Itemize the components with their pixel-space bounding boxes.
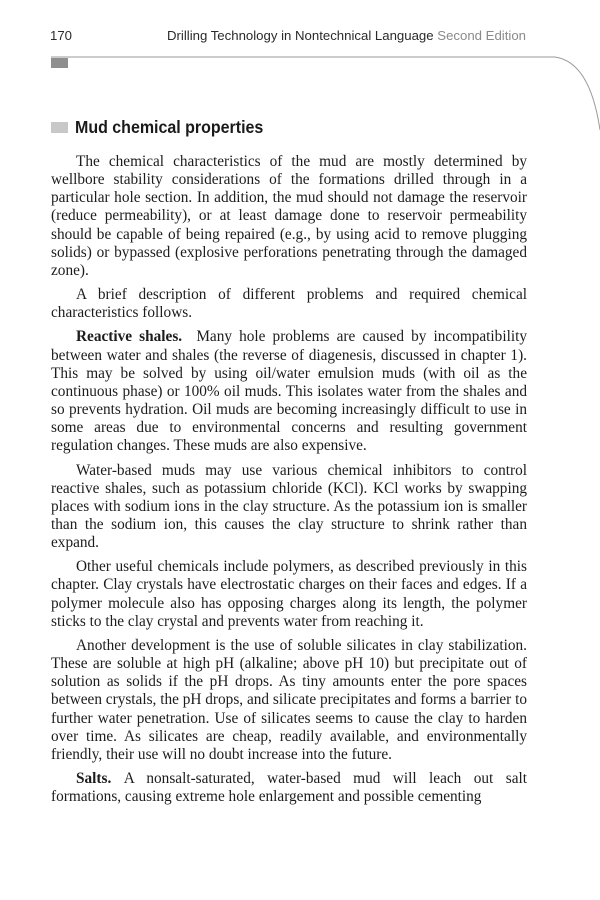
paragraph — [51, 637, 527, 764]
paragraph — [51, 153, 527, 280]
paragraph-text: Another development is the use of soluble silicates in clay stabilization. These are soluble at high pH (alkaline; above pH 10) but precipitate out of solution as solids if the pH drops. As tiny amounts enter the pore spaces between crystals, the pH drops, and silicate precipitates and forms a barrier to further water penetration. Use of silicates seems to cause the clay to harden over time. As silicates are cheap, readily available, and environmentally friendly, their use will no doubt increase into the future. — [51, 636, 527, 763]
paragraph — [51, 462, 527, 553]
book-title: Drilling Technology in Nontechnical Language — [166, 28, 434, 43]
heading-marker — [51, 122, 68, 133]
section-heading-text: Mud chemical properties — [75, 116, 264, 137]
paragraph-run-in: Reactive shales. — [76, 328, 183, 346]
paragraph — [51, 558, 527, 631]
paragraph-text: The chemical characteristics of the mud are mostly determined by wellbore stability considerations of the formations drilled through in a particular hole section. In addition, the mud should not damage the reservoir (reduce permeability), or at least damage done to reservoir permeability should be capable of being repaired (e.g., by using acid to remove plugging solids) or bypassed (explosive perforations penetrating through the damaged zone). — [51, 153, 527, 279]
paragraph-run-in: Salts. — [76, 770, 112, 787]
edition-label: Second Edition — [437, 28, 526, 43]
paragraph-text: Many hole problems are caused by incompatibility between water and shales (the reverse of diagenesis, discussed in chapter 1). This may be solved by using oil/water emulsion muds (with oil as the continuous phase) or 100% oil muds. This isolates water from the shales and so prevents hydration. Oil muds are becoming increasingly difficult to use in some areas due to environmental concerns and resulting government regulation changes. These muds are also expensive. — [51, 328, 527, 455]
body-text — [51, 153, 527, 812]
paragraph — [51, 328, 527, 455]
paragraph — [51, 286, 527, 322]
paragraph-text: Water-based muds may use various chemical inhibitors to control reactive shales, such as potassium chloride (KCl). KCl works by swapping places with sodium ions in the clay structure. As the potassium ion is smaller than the sodium ion, this causes the clay structure to shrink rather than expand. — [51, 461, 527, 552]
paragraph-text: A brief description of different problems and required chemical characteristics follows. — [51, 286, 527, 322]
paragraph-text: Other useful chemicals include polymers, as described previously in this chapter. Clay crystals have electrostatic charges on their faces and edges. If a polymer molecule also has opposing charges along its length, the polymer sticks to the clay crystal and prevents water from reaching it. — [51, 558, 527, 630]
page-number: 170 — [50, 28, 73, 43]
paragraph — [51, 770, 527, 806]
paragraph-text: A nonsalt-saturated, water-based mud will leach out salt formations, causing extreme hole enlargement and possible cementing — [51, 770, 527, 806]
section-heading — [51, 115, 277, 139]
